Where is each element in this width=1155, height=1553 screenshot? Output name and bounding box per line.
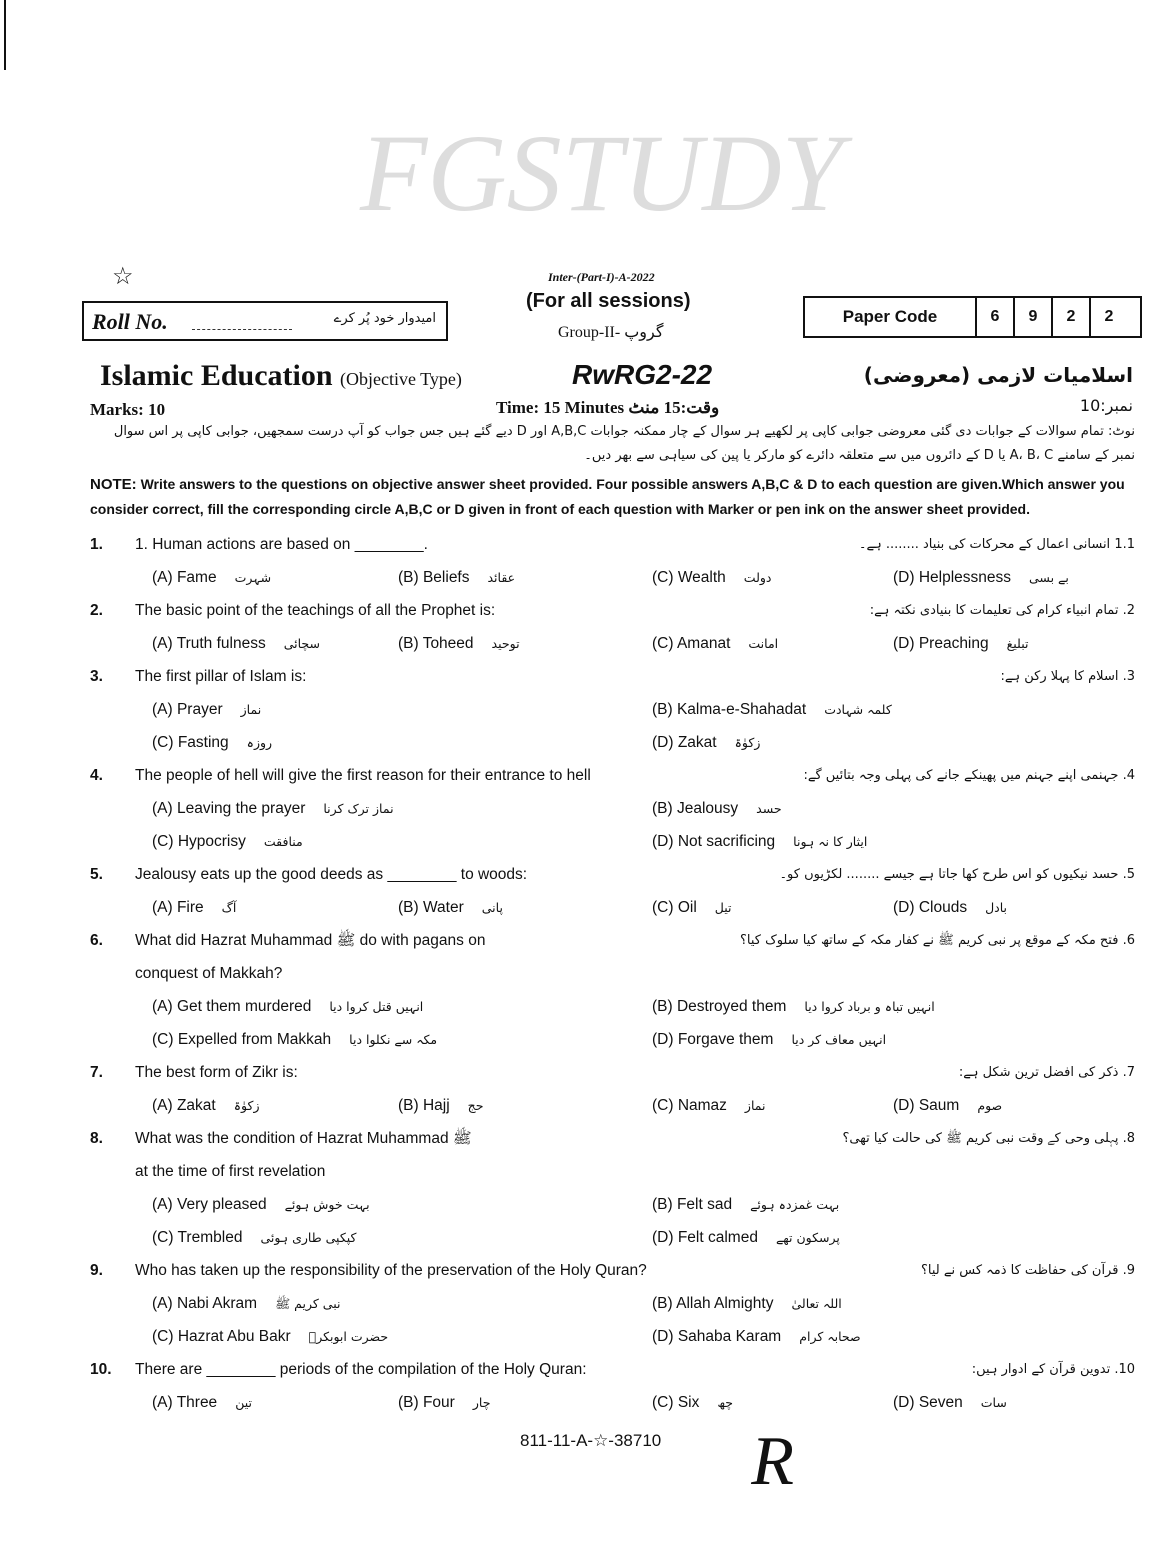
question-text: What did Hazrat Muhammad ﷺ do with pagans on bbox=[135, 932, 486, 949]
option-a[interactable] bbox=[152, 699, 652, 728]
option-urdu: نماز bbox=[240, 702, 262, 717]
option-urdu: منافقت bbox=[263, 834, 303, 849]
options-row bbox=[90, 1322, 1135, 1355]
option-a[interactable] bbox=[152, 1095, 398, 1124]
note-label: NOTE: bbox=[90, 476, 137, 493]
option-c[interactable] bbox=[152, 1326, 652, 1355]
question-row bbox=[90, 1124, 1135, 1157]
option-a[interactable] bbox=[152, 1293, 652, 1322]
option-text: (A) Fire bbox=[152, 899, 204, 916]
option-c[interactable] bbox=[652, 1095, 893, 1124]
urdu-note: نوٹ: تمام سوالات کے جوابات دی گئی معروضی جوابی کاپی پر لکھیے ہر سوال کے چار ممکنہ جوابات A,B,C اور D دیے گئے ہیں جس جواب کو آپ درست سمجھیں، جوابی کاپی پر اس سوال نمبر کے سامنے A، B، C یا D کے دائروں میں سے متعلقہ دائرے کو مارکر یا پین کی سیاہی سے بھر دیں۔ bbox=[113, 424, 1135, 463]
option-b[interactable] bbox=[398, 1392, 652, 1421]
question-number: 6. bbox=[90, 932, 103, 949]
options-row bbox=[90, 1190, 1135, 1223]
option-urdu: تین bbox=[235, 1395, 252, 1410]
option-d[interactable] bbox=[893, 1095, 1135, 1124]
question-text-continued: at the time of first revelation bbox=[135, 1163, 326, 1180]
subject-urdu: اسلامیات لازمی (معروضی) bbox=[863, 363, 1133, 387]
option-d[interactable] bbox=[652, 732, 1135, 761]
option-text: (C) Namaz bbox=[652, 1097, 727, 1114]
question-row bbox=[90, 860, 1135, 893]
paper-code-digit: 9 bbox=[1013, 298, 1051, 336]
option-d[interactable] bbox=[652, 1029, 1135, 1058]
question-urdu: 6. فتح مکہ کے موقع پر نبی کریم ﷺ نے کفار مکہ کے ساتھ کیا سلوک کیا؟ bbox=[739, 933, 1135, 948]
option-text: (B) Allah Almighty bbox=[652, 1295, 774, 1312]
option-b[interactable] bbox=[398, 1095, 652, 1124]
paper-code-digit: 6 bbox=[975, 298, 1013, 336]
question-text: 1. Human actions are based on ________. bbox=[135, 536, 428, 553]
option-c[interactable] bbox=[652, 567, 893, 596]
option-urdu: عقائد bbox=[487, 570, 516, 585]
option-text: (A) Zakat bbox=[152, 1097, 216, 1114]
subject-name: Islamic Education bbox=[100, 359, 333, 392]
options-row bbox=[90, 1388, 1135, 1421]
option-text: (D) Zakat bbox=[652, 734, 717, 751]
option-urdu: صحابہ کرام bbox=[799, 1329, 861, 1344]
option-a[interactable] bbox=[152, 633, 398, 662]
options-row bbox=[90, 695, 1135, 728]
question-urdu: 2. تمام انبیاء کرام کی تعلیمات کا بنیادی نکتہ ہے: bbox=[869, 603, 1135, 618]
option-text: (C) Amanat bbox=[652, 635, 731, 652]
option-urdu: پرسکون تھے bbox=[775, 1230, 840, 1245]
option-b[interactable] bbox=[652, 699, 1135, 728]
option-text: (D) Felt calmed bbox=[652, 1229, 758, 1246]
question-row-continued bbox=[90, 959, 1135, 992]
option-text: (A) Very pleased bbox=[152, 1196, 267, 1213]
question-urdu: 5. حسد نیکیوں کو اس طرح کھا جاتا ہے جیسے ........ لکڑیوں کو۔ bbox=[779, 867, 1135, 882]
watermark: FGSTUDY bbox=[360, 112, 843, 234]
option-urdu: تیل bbox=[714, 900, 732, 915]
option-text: (C) Fasting bbox=[152, 734, 229, 751]
option-c[interactable] bbox=[652, 1392, 893, 1421]
question-number: 5. bbox=[90, 866, 103, 883]
question-row bbox=[90, 1058, 1135, 1091]
question-text: There are ________ periods of the compilation of the Holy Quran: bbox=[135, 1361, 587, 1378]
option-text: (C) Oil bbox=[652, 899, 697, 916]
option-d[interactable] bbox=[652, 1227, 1135, 1256]
option-urdu: نماز ترک کرنا bbox=[323, 801, 394, 816]
option-urdu: بہت غمزدہ ہوئے bbox=[750, 1197, 840, 1212]
question-text: Jealousy eats up the good deeds as ________ to woods: bbox=[135, 866, 528, 883]
paper-code-box bbox=[803, 296, 1142, 338]
option-b[interactable] bbox=[652, 996, 1135, 1025]
subject-type: (Objective Type) bbox=[340, 369, 462, 389]
question-row bbox=[90, 1256, 1135, 1289]
option-text: (D) Preaching bbox=[893, 635, 989, 652]
question-text-continued: conquest of Makkah? bbox=[135, 965, 283, 982]
question-row bbox=[90, 662, 1135, 695]
option-text: (A) Truth fulness bbox=[152, 635, 266, 652]
option-urdu: امانت bbox=[748, 636, 779, 651]
option-urdu: انہیں معاف کر دیا bbox=[791, 1032, 887, 1047]
question-row bbox=[90, 761, 1135, 794]
time-label: Time: 15 Minutes وقت:15 منٹ bbox=[496, 398, 720, 417]
question-row bbox=[90, 1355, 1135, 1388]
question-number: 2. bbox=[90, 602, 103, 619]
option-d[interactable] bbox=[893, 567, 1135, 596]
option-text: (C) Hypocrisy bbox=[152, 833, 246, 850]
option-text: (D) Sahaba Karam bbox=[652, 1328, 782, 1345]
option-b[interactable] bbox=[398, 633, 652, 662]
options-row bbox=[90, 1025, 1135, 1058]
option-b[interactable] bbox=[398, 567, 652, 596]
margin-line bbox=[4, 0, 6, 70]
question-number: 9. bbox=[90, 1262, 103, 1279]
option-text: (A) Prayer bbox=[152, 701, 223, 718]
options-row bbox=[90, 794, 1135, 827]
note-text: Write answers to the questions on objective answer sheet provided. Four possible answers A,B,C & D to each question are given.Which answer you consider correct, fill the corresponding circle A,B,C or D given in front of each question with Marker or pen ink on the answer sheet provided. bbox=[90, 476, 1125, 517]
option-urdu: حسد bbox=[756, 801, 782, 816]
option-text: (B) Water bbox=[398, 899, 464, 916]
option-b[interactable] bbox=[652, 1194, 1135, 1223]
option-urdu: ایثار کا نہ ہونا bbox=[793, 834, 868, 849]
option-text: (C) Wealth bbox=[652, 569, 726, 586]
option-text: (D) Seven bbox=[893, 1394, 963, 1411]
question-text: The best form of Zikr is: bbox=[135, 1064, 298, 1081]
option-urdu: تبلیغ bbox=[1006, 636, 1029, 651]
option-text: (C) Expelled from Makkah bbox=[152, 1031, 332, 1048]
sessions-label: (For all sessions) bbox=[526, 290, 691, 312]
option-urdu: چھ bbox=[717, 1395, 733, 1410]
question-row bbox=[90, 596, 1135, 629]
option-urdu: توحید bbox=[491, 636, 520, 651]
options-row bbox=[90, 1091, 1135, 1124]
option-text: (D) Saum bbox=[893, 1097, 960, 1114]
option-c[interactable] bbox=[652, 633, 893, 662]
paper-code-label: Paper Code bbox=[842, 307, 938, 326]
question-urdu: 4. جہنمی اپنے جہنم میں پھینکے جانے کی پہلی وجہ بتائیں گے: bbox=[803, 768, 1135, 783]
option-c[interactable] bbox=[152, 831, 652, 860]
option-urdu: سچائی bbox=[283, 636, 320, 651]
option-c[interactable] bbox=[152, 732, 652, 761]
option-urdu: دولت bbox=[743, 570, 772, 585]
options-row bbox=[90, 893, 1135, 926]
option-text: (C) Six bbox=[652, 1394, 700, 1411]
option-urdu: پانی bbox=[481, 900, 503, 915]
question-number: 8. bbox=[90, 1130, 103, 1147]
option-urdu: نماز bbox=[744, 1098, 766, 1113]
roll-urdu-label: امیدوار خود پُر کرے bbox=[333, 311, 436, 326]
option-c[interactable] bbox=[152, 1029, 652, 1058]
option-urdu: کپکپی طاری ہوئی bbox=[260, 1230, 357, 1245]
option-a[interactable] bbox=[152, 798, 652, 827]
option-urdu: نبی کریم ﷺ bbox=[275, 1296, 341, 1311]
option-text: (B) Jealousy bbox=[652, 800, 739, 817]
option-urdu: بہت خوش ہوئے bbox=[284, 1197, 370, 1212]
handwritten-code: RwRG2-22 bbox=[572, 359, 713, 390]
paper-code-digit: 2 bbox=[1051, 298, 1089, 336]
option-text: (B) Hajj bbox=[398, 1097, 450, 1114]
marks-label: Marks: 10 bbox=[90, 400, 166, 419]
question-text: Who has taken up the responsibility of the preservation of the Holy Quran? bbox=[135, 1262, 647, 1279]
option-text: (B) Four bbox=[398, 1394, 455, 1411]
option-text: (A) Get them murdered bbox=[152, 998, 312, 1015]
option-urdu: روزہ bbox=[246, 735, 273, 750]
question-text: The people of hell will give the first reason for their entrance to hell bbox=[135, 767, 591, 784]
option-urdu: صوم bbox=[977, 1098, 1003, 1113]
option-text: (C) Trembled bbox=[152, 1229, 243, 1246]
star-icon: ☆ bbox=[112, 263, 134, 290]
option-urdu: اللہ تعالیٰ bbox=[791, 1296, 842, 1311]
roll-label: Roll No. bbox=[92, 309, 168, 334]
footer bbox=[90, 1423, 1135, 1500]
question-row-continued bbox=[90, 1157, 1135, 1190]
option-urdu: زکوٰۃ bbox=[233, 1098, 260, 1113]
options-row bbox=[90, 629, 1135, 662]
subject-title bbox=[100, 358, 462, 397]
roll-input-line[interactable] bbox=[192, 329, 292, 330]
option-text: (A) Fame bbox=[152, 569, 217, 586]
option-d[interactable] bbox=[893, 897, 1135, 926]
question-number: 10. bbox=[90, 1361, 112, 1378]
option-text: (D) Not sacrificing bbox=[652, 833, 776, 850]
question-text: The first pillar of Islam is: bbox=[135, 668, 307, 685]
english-note bbox=[90, 472, 1135, 522]
option-urdu: بے بسی bbox=[1029, 570, 1069, 585]
options-row bbox=[90, 827, 1135, 860]
option-urdu: چار bbox=[472, 1395, 491, 1410]
option-text: (B) Destroyed them bbox=[652, 998, 787, 1015]
option-text: (A) Leaving the prayer bbox=[152, 800, 306, 817]
question-urdu: 8. پہلی وحی کے وقت نبی کریم ﷺ کی حالت کیا تھی؟ bbox=[842, 1131, 1135, 1146]
option-d[interactable] bbox=[652, 831, 1135, 860]
question-number: 3. bbox=[90, 668, 103, 685]
option-a[interactable] bbox=[152, 1194, 652, 1223]
option-urdu: حج bbox=[467, 1098, 484, 1113]
options-row bbox=[90, 992, 1135, 1025]
option-a[interactable] bbox=[152, 1392, 398, 1421]
footer-code: 811-11-A-☆-38710 bbox=[520, 1431, 662, 1450]
option-urdu: بادل bbox=[985, 900, 1008, 915]
marks-urdu: نمبر:10 bbox=[1079, 396, 1133, 415]
option-urdu: مکہ سے نکلوا دیا bbox=[349, 1032, 438, 1047]
option-urdu: آگ bbox=[221, 900, 237, 915]
option-d[interactable] bbox=[893, 1392, 1135, 1421]
options-row bbox=[90, 563, 1135, 596]
option-text: (A) Nabi Akram bbox=[152, 1295, 258, 1312]
option-urdu: زکوٰۃ bbox=[734, 735, 761, 750]
options-row bbox=[90, 728, 1135, 761]
option-text: (A) Three bbox=[152, 1394, 218, 1411]
option-text: (D) Forgave them bbox=[652, 1031, 774, 1048]
option-urdu: سات bbox=[980, 1395, 1007, 1410]
option-text: (B) Beliefs bbox=[398, 569, 470, 586]
question-text: The basic point of the teachings of all the Prophet is: bbox=[135, 602, 496, 619]
option-a[interactable] bbox=[152, 897, 398, 926]
question-urdu: 7. ذکر کی افضل ترین شکل ہے: bbox=[958, 1065, 1135, 1080]
question-number: 1. bbox=[90, 536, 103, 553]
question-urdu: 3. اسلام کا پہلا رکن ہے: bbox=[1000, 669, 1135, 684]
paper-code-digit: 2 bbox=[1089, 298, 1127, 336]
options-row bbox=[90, 1289, 1135, 1322]
options-row bbox=[90, 1223, 1135, 1256]
question-row bbox=[90, 530, 1135, 563]
option-text: (B) Felt sad bbox=[652, 1196, 733, 1213]
exam-title: Inter-(Part-I)-A-2022 bbox=[548, 270, 655, 284]
option-a[interactable] bbox=[152, 996, 652, 1025]
question-urdu: 1.1 انسانی اعمال کے محرکات کی بنیاد ........ ہے۔ bbox=[858, 537, 1135, 552]
question-number: 4. bbox=[90, 767, 103, 784]
option-text: (D) Clouds bbox=[893, 899, 968, 916]
option-text: (C) Hazrat Abu Bakr bbox=[152, 1328, 291, 1345]
question-urdu: 10. تدوین قرآن کے ادوار ہیں: bbox=[971, 1362, 1135, 1377]
option-text: (D) Helplessness bbox=[893, 569, 1012, 586]
option-urdu: انہیں قتل کروا دیا bbox=[329, 999, 424, 1014]
signature: R bbox=[751, 1423, 795, 1500]
option-c[interactable] bbox=[152, 1227, 652, 1256]
option-d[interactable] bbox=[652, 1326, 1135, 1355]
option-b[interactable] bbox=[398, 897, 652, 926]
option-c[interactable] bbox=[652, 897, 893, 926]
option-text: (B) Toheed bbox=[398, 635, 474, 652]
question-row bbox=[90, 926, 1135, 959]
option-d[interactable] bbox=[893, 633, 1135, 662]
option-b[interactable] bbox=[652, 798, 1135, 827]
question-urdu: 9. قرآن کی حفاظت کا ذمہ کس نے لیا؟ bbox=[921, 1263, 1135, 1278]
group-label: Group-II- گروپ bbox=[558, 324, 664, 341]
paper-body bbox=[90, 420, 1135, 1500]
question-number: 7. bbox=[90, 1064, 103, 1081]
option-urdu: کلمہ شہادت bbox=[824, 702, 892, 717]
option-urdu: انہیں تباہ و برباد کروا دیا bbox=[804, 999, 935, 1014]
option-a[interactable] bbox=[152, 567, 398, 596]
option-urdu: شہرت bbox=[234, 570, 272, 585]
question-text: What was the condition of Hazrat Muhammad ﷺ bbox=[135, 1130, 472, 1147]
option-b[interactable] bbox=[652, 1293, 1135, 1322]
questions-list bbox=[90, 530, 1135, 1421]
roll-number-box[interactable] bbox=[82, 301, 448, 341]
option-urdu: حضرت ابوبکرؓ bbox=[308, 1329, 389, 1344]
option-text: (B) Kalma-e-Shahadat bbox=[652, 701, 807, 718]
